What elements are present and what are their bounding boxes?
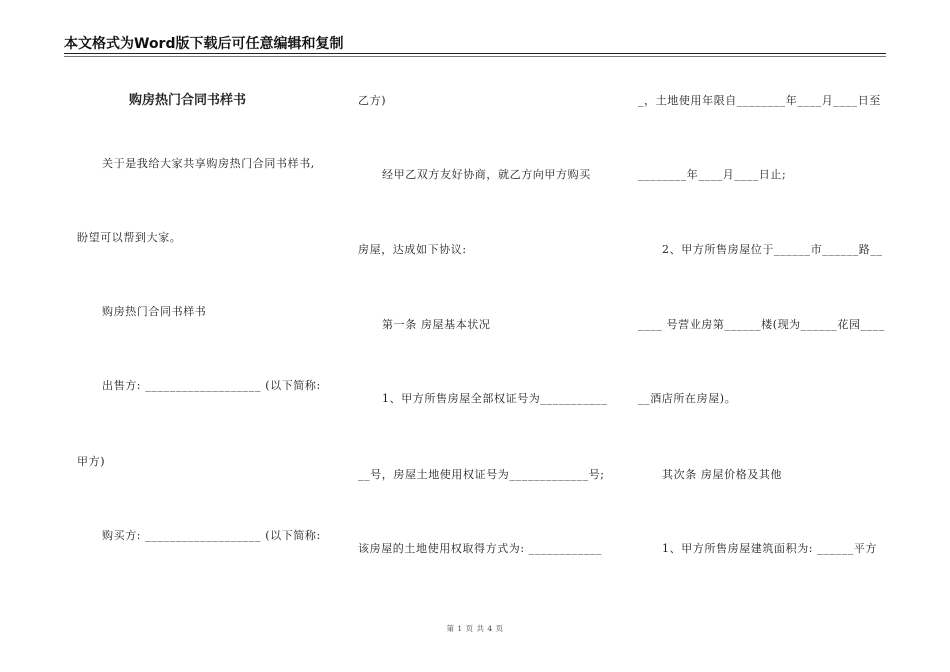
col3-line-1: _，土地使用年限自________年____月____日至 [638, 94, 881, 107]
col2-line-2: 经甲乙双方友好协商，就乙方向甲方购买 [382, 168, 591, 181]
col3-line-4: ____ 号营业房第______楼(现为______花园____ [638, 318, 885, 331]
col1-line-3: 购房热门合同书样书 [102, 305, 207, 318]
buyer-line: 购买方: ___________________ (以下简称: [102, 529, 321, 542]
header-rule-thin [64, 56, 886, 57]
document-title: 购房热门合同书样书 [129, 93, 247, 108]
col2-line-5: 1、甲方所售房屋全部权证号为___________ [382, 392, 608, 405]
header-rule-thick [64, 53, 886, 54]
col3-line-5: __酒店所在房屋)。 [638, 392, 737, 405]
section-2-heading: 其次条 房屋价格及其他 [662, 468, 783, 481]
col2-line-6: __号，房屋土地使用权证号为_____________号; [358, 468, 605, 481]
col2-line-3: 房屋，达成如下协议: [358, 243, 467, 256]
col1-line-2: 盼望可以帮到大家。 [77, 231, 182, 244]
col2-line-7: 该房屋的土地使用权取得方式为: ____________ [358, 542, 603, 555]
col3-line-7: 1、甲方所售房屋建筑面积为: ______平方 [662, 542, 877, 555]
col2-line-1: 乙方) [358, 94, 387, 107]
document-header: 本文格式为Word版下载后可任意编辑和复制 [64, 36, 344, 52]
col1-line-1: 关于是我给大家共享购房热门合同书样书, [102, 157, 315, 170]
col3-line-2: ________年____月____日止; [638, 168, 787, 181]
seller-line: 出售方: ___________________ (以下简称: [102, 379, 321, 392]
col1-line-5: 甲方) [77, 455, 106, 468]
page-number: 第 1 页 共 4 页 [446, 624, 504, 633]
col3-line-3: 2、甲方所售房屋位于______市______路__ [662, 243, 883, 256]
section-1-heading: 第一条 房屋基本状况 [382, 318, 491, 331]
